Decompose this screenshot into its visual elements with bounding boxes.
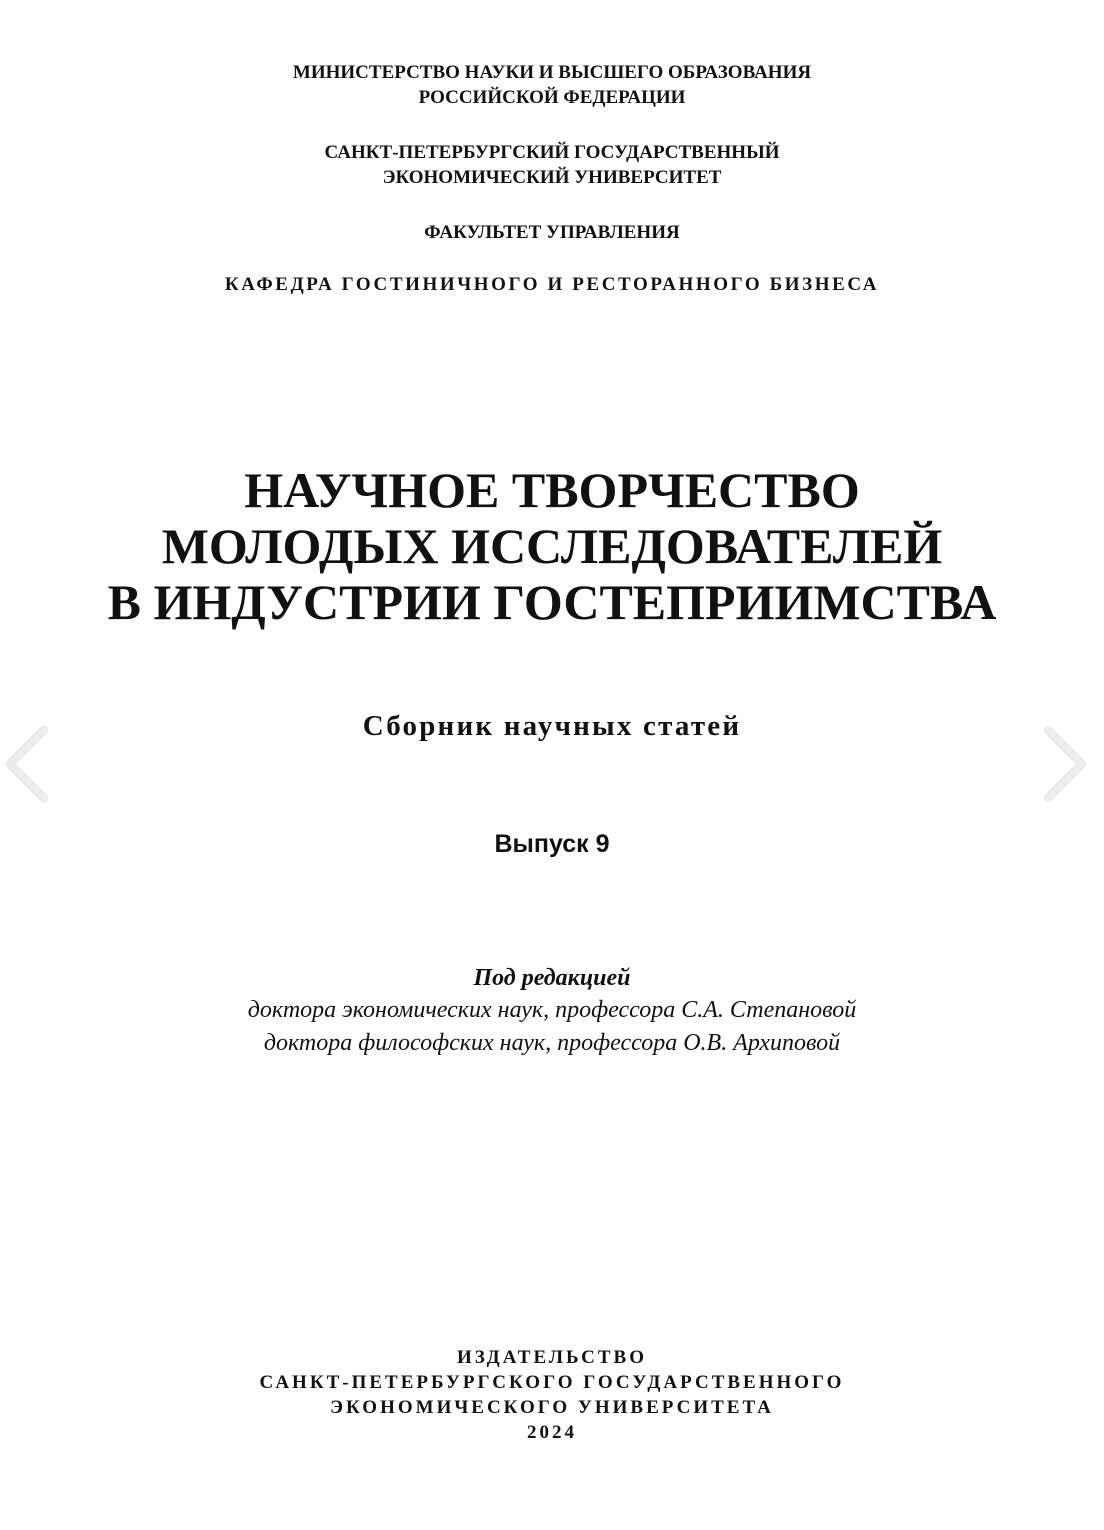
subtitle-line: Сборник научных статей <box>362 710 742 742</box>
title-line-1: НАУЧНОЕ ТВОРЧЕСТВО <box>244 462 860 518</box>
issue-number <box>0 829 1104 859</box>
publisher-line-1: ИЗДАТЕЛЬСТВО <box>457 1347 647 1368</box>
faculty-line: ФАКУЛЬТЕТ УПРАВЛЕНИЯ <box>424 222 680 243</box>
university-heading <box>0 140 1104 190</box>
publisher-line-3: ЭКОНОМИЧЕСКОГО УНИВЕРСИТЕТА <box>330 1397 774 1418</box>
next-page-button[interactable] <box>1034 722 1094 806</box>
department-line: КАФЕДРА ГОСТИНИЧНОГО И РЕСТОРАННОГО БИЗНЕСА <box>224 274 880 295</box>
previous-page-button[interactable] <box>0 722 60 806</box>
university-line-2: ЭКОНОМИЧЕСКИЙ УНИВЕРСИТЕТ <box>382 167 722 188</box>
title-line-3: В ИНДУСТРИИ ГОСТЕПРИИМСТВА <box>107 574 997 630</box>
issue-line: Выпуск 9 <box>494 830 610 858</box>
chevron-right-icon <box>1034 722 1094 806</box>
book-title <box>0 462 1104 630</box>
publisher-line-2: САНКТ-ПЕТЕРБУРГСКОГО ГОСУДАРСТВЕННОГО <box>259 1372 845 1393</box>
editors-heading: Под редакцией <box>473 965 631 991</box>
title-line-2: МОЛОДЫХ ИССЛЕДОВАТЕЛЕЙ <box>161 518 943 574</box>
publisher-block <box>0 1345 1104 1445</box>
publication-year: 2024 <box>527 1422 577 1443</box>
chevron-left-icon <box>0 722 60 806</box>
editors-block <box>0 962 1104 1060</box>
editor-line-1: доктора экономических наук, профессора С.А. Степановой <box>247 997 857 1023</box>
department-heading <box>0 272 1104 297</box>
editor-line-2: доктора философских наук, профессора О.В. Архиповой <box>263 1030 841 1056</box>
ministry-line-2: РОССИЙСКОЙ ФЕДЕРАЦИИ <box>418 87 686 108</box>
faculty-heading <box>0 220 1104 245</box>
university-line-1: САНКТ-ПЕТЕРБУРГСКИЙ ГОСУДАРСТВЕННЫЙ <box>324 142 780 163</box>
ministry-heading <box>0 60 1104 110</box>
ministry-line-1: МИНИСТЕРСТВО НАУКИ И ВЫСШЕГО ОБРАЗОВАНИЯ <box>292 62 812 83</box>
book-subtitle <box>0 709 1104 743</box>
